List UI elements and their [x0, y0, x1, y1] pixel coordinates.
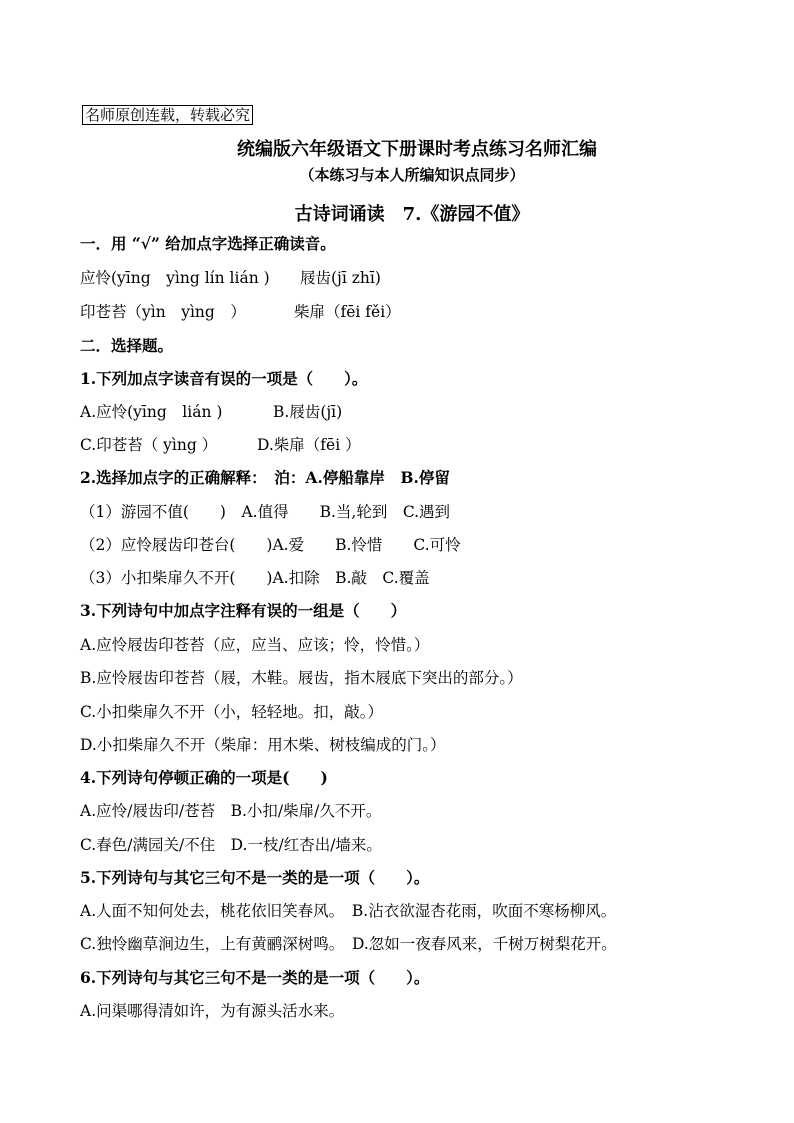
lesson-title: 古诗词诵读 7.《游园不值》 — [294, 204, 530, 225]
q4-options-cd: C.春色/满园关/不住 D.一枝/红杏出/墙来。 — [80, 836, 382, 854]
q4-options-ab: A.应怜/屐齿印/苍苔 B.小扣/柴扉/久不开。 — [80, 802, 382, 820]
q2-sub2: （2）应怜屐齿印苍台( )A.爱 B.怜惜 C.可怜 — [80, 536, 461, 554]
q2-sub1: （1）游园不值( ) A.值得 B.当,轮到 C.遇到 — [80, 503, 451, 521]
section1-heading: 一．用 “√” 给加点字选择正确读音。 — [80, 234, 336, 253]
q3-stem: 3.下列诗句中加点字注释有误的一组是（ ） — [80, 601, 407, 620]
repost-notice: 名师原创连载，转载必究 — [82, 105, 253, 125]
q1-stem: 1.下列加点字读音有误的一项是（ ）。 — [80, 369, 368, 388]
q5-options-cd: C.独怜幽草涧边生，上有黄鹂深树鸣。 D.忽如一夜春风来，千树万树梨花开。 — [80, 935, 617, 953]
section2-heading: 二．选择题。 — [80, 336, 174, 355]
q5-stem: 5.下列诗句与其它三句不是一类的是一项（ ）。 — [80, 868, 430, 887]
q3-option-a: A.应怜屐齿印苍苔（应，应当、应该；怜，怜惜。） — [80, 636, 430, 654]
q4-stem: 4.下列诗句停顿正确的一项是( ) — [80, 768, 328, 787]
section1-item-yinglian: 应怜(yīng yìng lín lián ) — [80, 269, 270, 287]
q2-sub3: （3）小扣柴扉久不开( )A.扣除 B.敲 C.覆盖 — [80, 569, 430, 587]
section1-item-yincangtai: 印苍苔（yìn yìng ） — [80, 303, 246, 321]
q3-option-b: B.应怜屐齿印苍苔（屐，木鞋。屐齿，指木屐底下突出的部分。） — [80, 669, 523, 687]
q3-option-d: D.小扣柴扉久不开（柴扉：用木柴、树枝编成的门。） — [80, 736, 446, 754]
document-title: 统编版六年级语文下册课时考点练习名师汇编 — [237, 139, 597, 160]
q2-stem: 2.选择加点字的正确解释： 泊：A.停船靠岸 B.停留 — [80, 468, 450, 487]
q1-option-b: B.屐齿(jī) — [273, 403, 343, 421]
section1-item-jichi: 屐齿(jī zhī) — [300, 269, 381, 287]
q6-option-a: A.问渠哪得清如许，为有源头活水来。 — [80, 1002, 345, 1020]
q5-options-ab: A.人面不知何处去，桃花依旧笑春风。 B.沾衣欲湿杏花雨，吹面不寒杨柳风。 — [80, 902, 617, 920]
q1-option-d: D.柴扉（fēi ） — [257, 436, 361, 454]
section1-item-chaifei: 柴扉（fēi fěi） — [294, 303, 401, 321]
q3-option-c: C.小扣柴扉久不开（小，轻轻地。扣，敲。） — [80, 703, 383, 721]
document-subtitle: （本练习与本人所编知识点同步） — [299, 166, 525, 184]
q6-stem: 6.下列诗句与其它三句不是一类的是一项（ ）。 — [80, 968, 430, 987]
q1-option-a: A.应怜(yīng lián ) — [80, 403, 223, 421]
q1-option-c: C.印苍苔（ yìng ） — [80, 436, 218, 454]
